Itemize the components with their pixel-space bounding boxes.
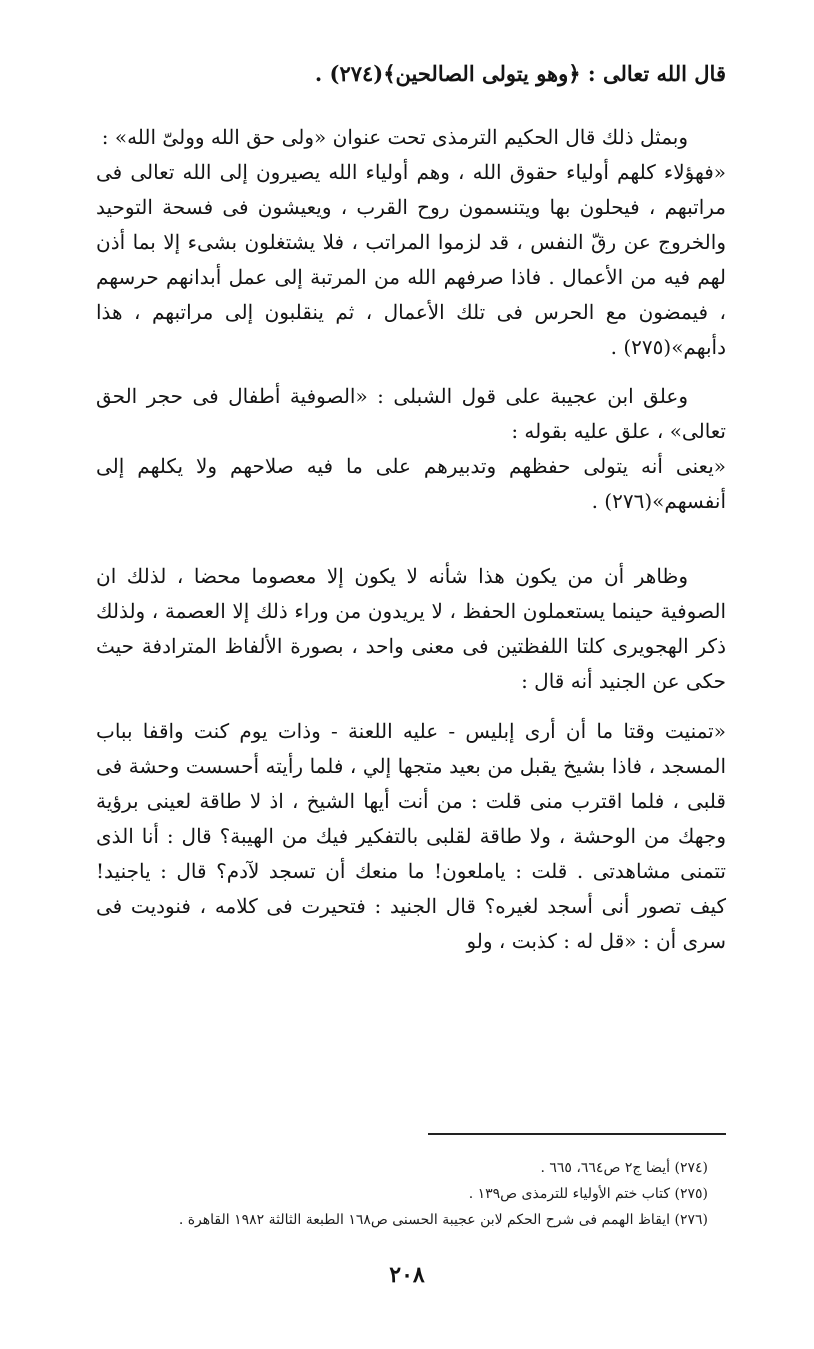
quote-tirmidhi [96,155,726,365]
footnote-276: (٢٧٦) ايقاظ الهمم فى شرح الحكم لابن عجيبة الحسنى ص١٦٨ الطبعة الثالثة ١٩٨٢ القاهرة . [178,1212,708,1228]
quote-junayd [96,714,726,959]
paragraph-ibn-ajiba [96,379,726,449]
quote-text: «يعنى أنه يتولى حفظهم وتدبيرهم على ما فيه صلاحهم ولا يكلهم إلى أنفسهم»(٢٧٦) . [96,454,726,513]
footnote-274: (٢٧٤) أيضا ج٢ ص٦٦٤، ٦٦٥ . [540,1160,708,1176]
quote-text: «فهؤلاء كلهم أولياء حقوق الله ، وهم أولياء الله يصيرون إلى الله تعالى فى مراتبهم ، فيحلون بها ويتنسمون روح القرب ، ويعيشون فى فسحة التوحيد والخروج عن رقّ النفس ، قد لزموا المراتب ، فلا يشتغلون بشىء إلا بما أذن لهم فيه من الأعمال . فاذا صرفهم الله من المرتبة إلى عمل أبدانهم حرسهم ، فيمضون مع الحرس فى تلك الأعمال ، ثم ينقلبون إلى مراتبهم ، هذا دأبهم»(٢٧٥) . [96,160,726,359]
heading-text: قال الله تعالى : ﴿وهو يتولى الصالحين﴾(٢٧٤) . [314,61,726,86]
paragraph-text: وظاهر أن من يكون هذا شأنه لا يكون إلا معصوما محضا ، لذلك ان الصوفية حينما يستعملون الحفظ ، لا يريدون من وراء ذلك إلا العصمة ، ولذلك ذكر الهجويرى كلتا اللفظتين فى معنى واحد ، بصورة الألفاظ المترادفة حيث حكى عن الجنيد أنه قال : [96,564,726,693]
verse-heading [96,56,726,91]
quote-ibn-ajiba [96,449,726,519]
paragraph-text: وبمثل ذلك قال الحكيم الترمذى تحت عنوان «ولى حق الله وولىّ الله» : [101,125,688,149]
paragraph-tirmidhi-intro [96,120,726,155]
page-number: ٢٠٨ [389,1262,425,1288]
footnote-divider [428,1133,726,1135]
footnotes [96,1155,708,1233]
paragraph-text: وعلق ابن عجيبة على قول الشبلى : «الصوفية أطفال فى حجر الحق تعالى» ، علق عليه بقوله : [96,384,726,443]
footnote-275: (٢٧٥) كتاب ختم الأولياء للترمذى ص١٣٩ . [468,1186,708,1202]
paragraph-hujwiri [96,559,726,699]
quote-text: «تمنيت وقتا ما أن أرى إبليس - عليه اللعنة - وذات يوم كنت واقفا بباب المسجد ، فاذا بشيخ يقبل من بعيد متجها إلي ، فلما رأيته أحسست وحشة فى قلبى ، فلما اقترب منى قلت : من أنت أيها الشيخ ، اذ لا طاقة لعينى برؤية وجهك من الوحشة ، ولا طاقة لقلبى بالتفكير فيك من الهيبة؟ قال : أنا الذى تتمنى مشاهدتى . قلت : ياملعون! ما منعك أن تسجد لآدم؟ قال : ياجنيد! كيف تصور أنى أسجد لغيره؟ قال الجنيد : فتحيرت فى كلامه ، فنوديت فى سرى أن : «قل له : كذبت ، ولو [96,719,726,953]
